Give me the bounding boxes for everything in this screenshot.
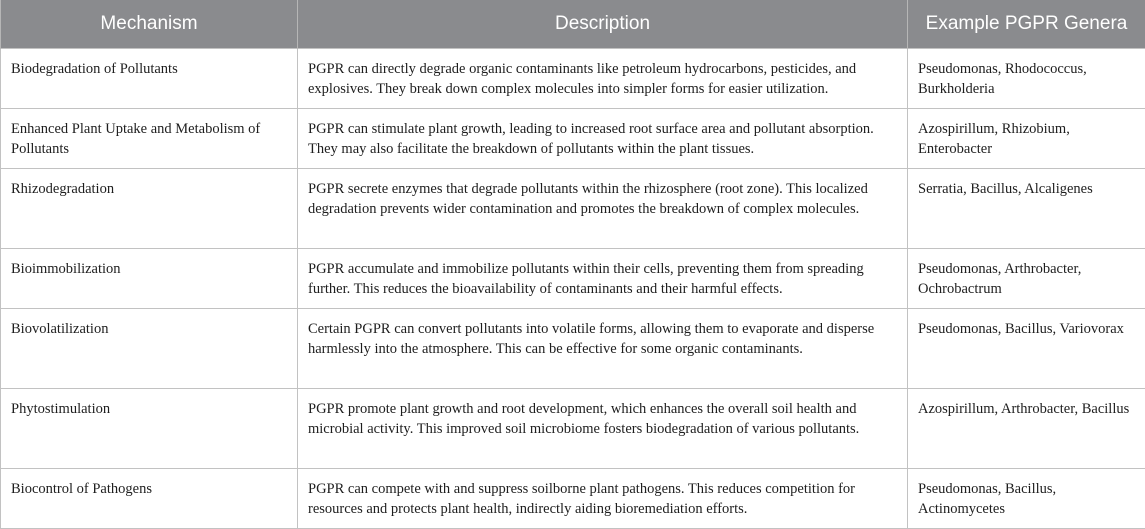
genera-cell: Serratia, Bacillus, Alcaligenes [908,169,1145,249]
table-row [1,249,1145,309]
mechanism-cell: Enhanced Plant Uptake and Metabolism of Pollutants [1,109,298,169]
table-row [1,109,1145,169]
description-cell: PGPR can compete with and suppress soilborne plant pathogens. This reduces competition for resources and protects plant health, indirectly aiding bioremediation efforts. [298,469,908,529]
mechanism-cell: Rhizodegradation [1,169,298,249]
table-row [1,169,1145,249]
genera-cell: Pseudomonas, Rhodococcus, Burkholderia [908,49,1145,109]
header-mechanism: Mechanism [1,0,298,49]
mechanism-cell: Phytostimulation [1,389,298,469]
genera-cell: Azospirillum, Rhizobium, Enterobacter [908,109,1145,169]
description-cell: PGPR accumulate and immobilize pollutants within their cells, preventing them from spreading further. This reduces the bioavailability of contaminants and their harmful effects. [298,249,908,309]
mechanism-cell: Bioimmobilization [1,249,298,309]
description-cell: PGPR promote plant growth and root development, which enhances the overall soil health and microbial activity. This improved soil microbiome fosters biodegradation of various pollutants. [298,389,908,469]
table-row [1,389,1145,469]
description-cell: Certain PGPR can convert pollutants into volatile forms, allowing them to evaporate and disperse harmlessly into the atmosphere. This can be effective for some organic contaminants. [298,309,908,389]
table-row [1,49,1145,109]
genera-cell: Pseudomonas, Bacillus, Variovorax [908,309,1145,389]
genera-cell: Pseudomonas, Bacillus, Actinomycetes [908,469,1145,529]
header-row [1,0,1145,49]
table-header [1,0,1145,49]
mechanism-cell: Biocontrol of Pathogens [1,469,298,529]
genera-cell: Pseudomonas, Arthrobacter, Ochrobactrum [908,249,1145,309]
genera-cell: Azospirillum, Arthrobacter, Bacillus [908,389,1145,469]
header-genera: Example PGPR Genera [908,0,1145,49]
table-row [1,309,1145,389]
description-cell: PGPR can stimulate plant growth, leading to increased root surface area and pollutant absorption. They may also facilitate the breakdown of pollutants within the plant tissues. [298,109,908,169]
table-body [1,49,1145,529]
description-cell: PGPR secrete enzymes that degrade pollutants within the rhizosphere (root zone). This localized degradation prevents wider contamination and promotes the breakdown of complex molecules. [298,169,908,249]
mechanism-cell: Biovolatilization [1,309,298,389]
table-row [1,469,1145,529]
header-description: Description [298,0,908,49]
description-cell: PGPR can directly degrade organic contaminants like petroleum hydrocarbons, pesticides, and explosives. They break down complex molecules into simpler forms for easier utilization. [298,49,908,109]
mechanism-cell: Biodegradation of Pollutants [1,49,298,109]
